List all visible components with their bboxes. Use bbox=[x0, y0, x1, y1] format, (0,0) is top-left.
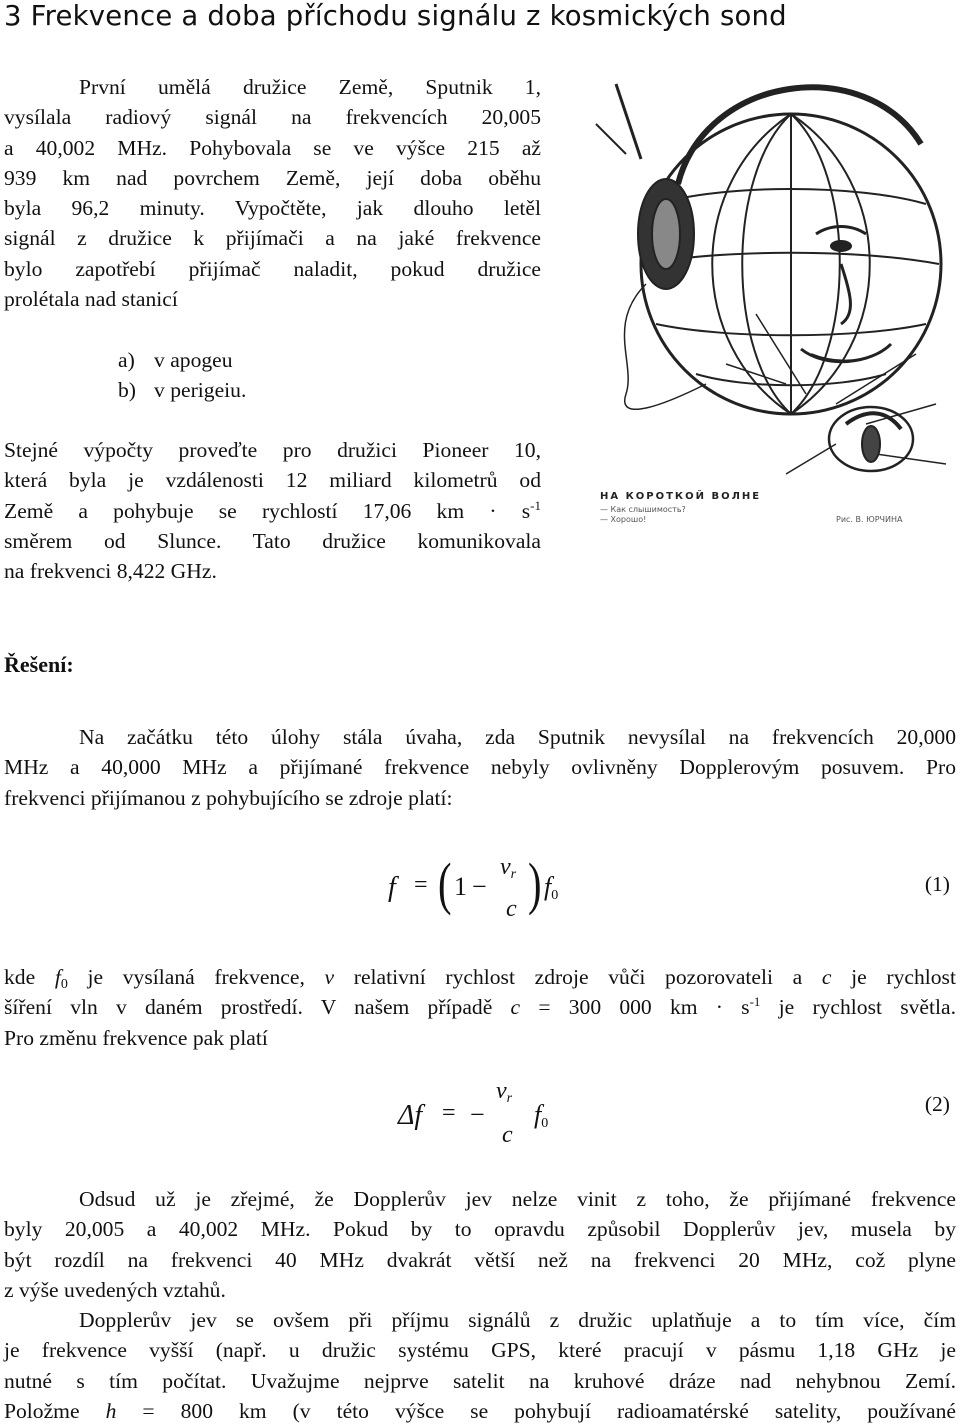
solution-line: Na začátku této úlohy stála úvaha, zda Sputnik nevysílal na frekvencích 20,000 bbox=[79, 725, 956, 749]
intro-line: 939 km nad povrchem Země, její doba oběhu bbox=[4, 165, 541, 190]
solution-paragraph-1 bbox=[4, 722, 956, 813]
text-segment: relativní rychlost zdroje vůči pozorovateli a bbox=[353, 965, 803, 989]
equation-2-number: (2) bbox=[924, 1092, 950, 1116]
text-segment: = 300 000 km · s bbox=[538, 995, 750, 1020]
eq1-num-sub: r bbox=[510, 867, 517, 882]
eq2-num-v: v bbox=[496, 1078, 507, 1104]
solution-heading: Řešení: bbox=[4, 652, 74, 677]
illustration-caption: НА КОРОТКОЙ ВОЛНЕ bbox=[600, 491, 762, 502]
eq1-denominator: c bbox=[506, 896, 517, 922]
pioneer-line: na frekvenci 8,422 GHz. bbox=[4, 559, 217, 584]
text-segment: je rychlost bbox=[851, 965, 956, 989]
pioneer-paragraph bbox=[4, 435, 541, 586]
eq1-minus: − bbox=[472, 872, 487, 901]
eq2-f0 bbox=[534, 1100, 548, 1130]
intro-paragraph bbox=[4, 72, 541, 314]
equation-1 bbox=[388, 840, 608, 930]
eq2-minus: − bbox=[470, 1100, 485, 1129]
eq1-f-sub: 0 bbox=[551, 888, 559, 903]
eq1-one: 1 bbox=[454, 872, 467, 901]
var-v: v bbox=[324, 965, 335, 989]
var-c: c bbox=[821, 965, 832, 989]
pioneer-line: Stejné výpočty proveďte pro družici Pioneer 10, bbox=[4, 438, 541, 462]
eq2-denominator: c bbox=[502, 1122, 513, 1148]
eq2-equals: = bbox=[442, 1100, 456, 1126]
text-segment: Položme bbox=[4, 1398, 80, 1423]
solution-line: být rozdíl na frekvenci 40 MHz dvakrát větší než na frekvenci 20 MHz, což plyne bbox=[4, 1247, 956, 1272]
solution-line: frekvenci přijímanou z pohybujícího se zdroje platí: bbox=[4, 785, 453, 810]
illustration-credit: Рис. В. ЮРЧИНА bbox=[836, 515, 903, 524]
solution-line: Pro změnu frekvence pak platí bbox=[4, 1025, 268, 1050]
text-segment: = 800 km (v této výšce se pohybují radioamatérské satelity, používané bbox=[142, 1398, 956, 1423]
text-kde: kde bbox=[4, 965, 36, 989]
task-list bbox=[118, 345, 246, 406]
solution-line bbox=[4, 992, 956, 1022]
pioneer-line: která byla je vzdálenosti 12 miliard kilometrů od bbox=[4, 468, 541, 493]
intro-line: vysílala radiový signál na frekvencích 20,005 bbox=[4, 105, 541, 130]
page-title: 3 Frekvence a doba příchodu signálu z kosmických sond bbox=[4, 0, 787, 32]
illustration-caption-line: — Как слышимость? bbox=[600, 505, 686, 514]
pioneer-exponent: -1 bbox=[530, 497, 541, 513]
text-segment: je rychlost světla. bbox=[778, 995, 956, 1020]
solution-paragraph-4 bbox=[4, 1305, 956, 1426]
solution-line: Dopplerův jev se ovšem při příjmu signálů z družic uplatňuje a to tím více, čím bbox=[79, 1308, 956, 1332]
intro-line: První umělá družice Země, Sputnik 1, bbox=[79, 75, 541, 99]
solution-line bbox=[4, 962, 956, 992]
intro-line: signál z družice k přijímači a na jaké frekvence bbox=[4, 226, 541, 251]
eq1-f: f bbox=[544, 872, 552, 901]
list-text: v perigeiu. bbox=[154, 378, 247, 403]
eq2-numerator bbox=[496, 1078, 512, 1105]
list-text: v apogeu bbox=[154, 348, 233, 372]
solution-line: je frekvence vyšší (např. u družic systému GPS, které pracují v pásmu 1,18 GHz je bbox=[4, 1338, 956, 1363]
text-segment: šíření vln v daném prostředí. V našem případě bbox=[4, 995, 493, 1020]
text-segment: je vysílaná frekvence, bbox=[87, 965, 305, 989]
solution-line: MHz a 40,000 MHz a přijímané frekvence nebyly ovlivněny Dopplerovým posuvem. Pro bbox=[4, 755, 956, 780]
list-label: b) bbox=[118, 378, 136, 403]
eq2-f-sub: 0 bbox=[541, 1116, 549, 1131]
solution-line bbox=[4, 1396, 956, 1426]
pioneer-line: směrem od Slunce. Tato družice komunikovala bbox=[4, 528, 541, 553]
pioneer-speed-text: Země a pohybuje se rychlostí 17,06 km · s bbox=[4, 498, 531, 523]
eq1-numerator bbox=[500, 854, 516, 881]
exponent: -1 bbox=[749, 994, 761, 1010]
equation-2 bbox=[398, 1072, 598, 1162]
eq2-lhs: Δf bbox=[398, 1100, 423, 1131]
list-item bbox=[118, 345, 246, 375]
eq1-lhs: f bbox=[388, 872, 396, 903]
solution-paragraph-3 bbox=[4, 1184, 956, 1305]
eq1-num-v: v bbox=[500, 854, 511, 880]
equation-1-number: (1) bbox=[924, 872, 950, 896]
illustration-caption-line: — Хорошо! bbox=[600, 515, 647, 524]
solution-line: Odsud už je zřejmé, že Dopplerův jev nelze vinit z toho, že přijímané frekvence bbox=[79, 1187, 956, 1211]
pioneer-line bbox=[4, 496, 541, 526]
solution-line: z výše uvedených vztahů. bbox=[4, 1277, 226, 1302]
list-label: a) bbox=[118, 348, 135, 372]
solution-paragraph-2 bbox=[4, 962, 956, 1053]
intro-line: byla 96,2 minuty. Vypočtěte, jak dlouho letěl bbox=[4, 196, 541, 221]
var-c: c bbox=[510, 995, 521, 1020]
eq2-num-sub: r bbox=[506, 1091, 513, 1106]
solution-line: byly 20,005 a 40,002 MHz. Pokud by to opravdu způsobil Dopplerův jev, musela by bbox=[4, 1217, 956, 1242]
eq1-equals: = bbox=[414, 872, 428, 898]
sputnik-cartoon-illustration bbox=[586, 64, 956, 534]
list-item bbox=[118, 375, 246, 405]
solution-line: nutné s tím počítat. Uvažujme nejprve satelit na kruhové dráze nad nehybnou Zemí. bbox=[4, 1368, 956, 1393]
eq2-f: f bbox=[534, 1100, 542, 1129]
var-f-sub: 0 bbox=[60, 977, 68, 992]
intro-line: bylo zapotřebí přijímač naladit, pokud družice bbox=[4, 256, 541, 281]
intro-line: a 40,002 MHz. Pohybovala se ve výšce 215 až bbox=[4, 135, 541, 160]
var-h: h bbox=[105, 1398, 117, 1423]
eq1-f0 bbox=[544, 872, 558, 902]
var-f: f bbox=[54, 965, 61, 989]
eq1-open-paren: ( bbox=[438, 851, 452, 916]
intro-line: prolétala nad stanicí bbox=[4, 287, 178, 312]
eq1-close-paren: ) bbox=[528, 851, 542, 916]
